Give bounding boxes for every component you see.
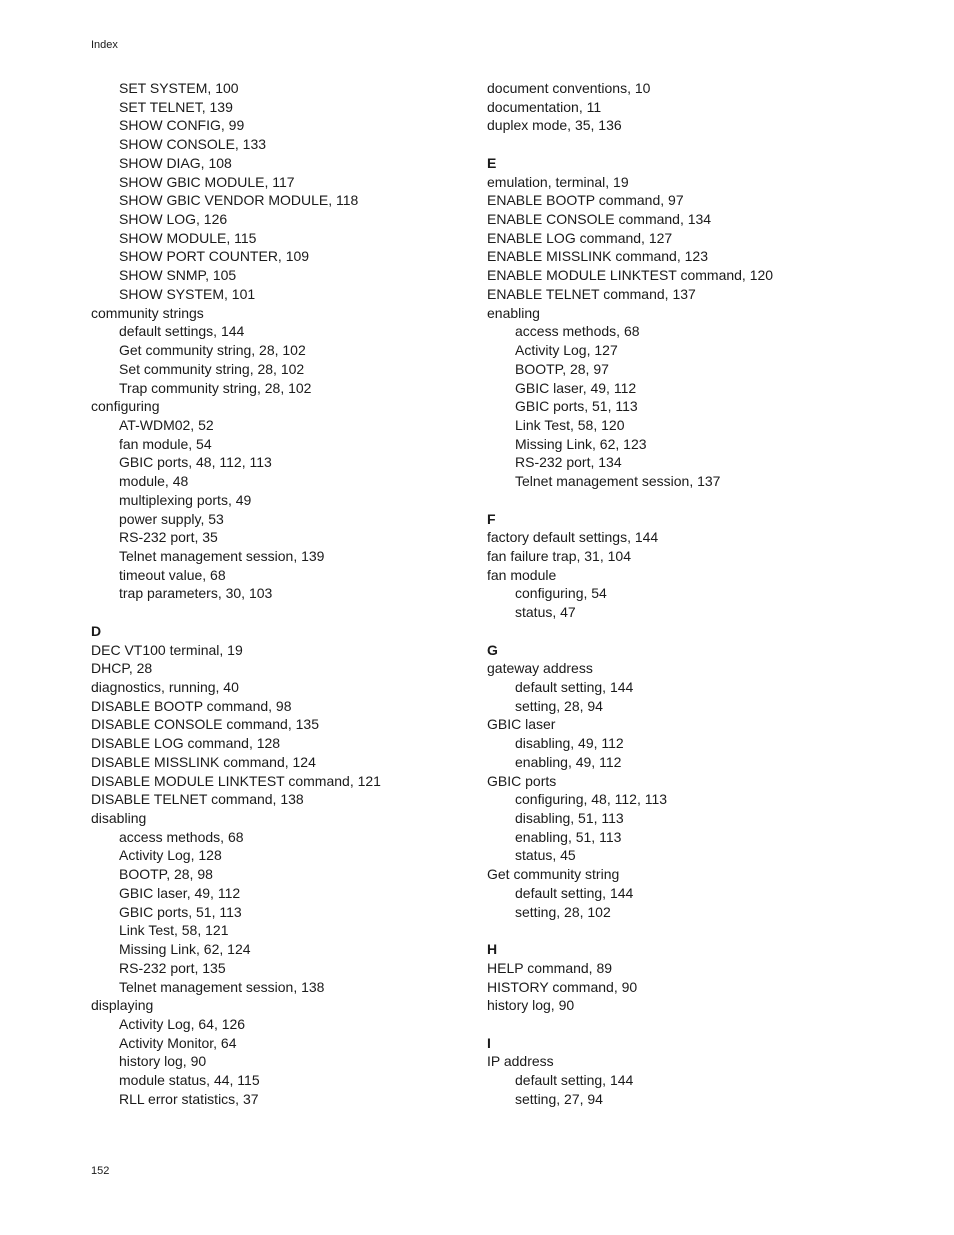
index-subentry: Activity Log, 128 (119, 847, 222, 864)
index-entry: HELP command, 89 (487, 959, 613, 976)
index-entry: diagnostics, running, 40 (91, 679, 239, 695)
index-entry: GBIC ports (487, 772, 557, 789)
index-entry: DISABLE LOG command, 128 (91, 735, 281, 752)
index-subentry: Activity Log, 127 (515, 342, 618, 359)
index-subentry: enabling, 49, 112 (515, 753, 622, 770)
index-subentry: Activity Log, 64, 126 (119, 1015, 246, 1032)
index-subentry: GBIC ports, 48, 112, 113 (119, 454, 272, 471)
index-subentry: access methods, 68 (119, 828, 244, 845)
index-subentry: configuring, 48, 112, 113 (515, 791, 668, 808)
index-subentry: configuring, 54 (515, 585, 607, 602)
index-subentry: Link Test, 58, 121 (119, 922, 229, 939)
index-subentry: default setting, 144 (515, 679, 634, 695)
index-subentry: status, 45 (515, 847, 576, 864)
index-subentry: trap parameters, 30, 103 (119, 585, 273, 602)
spacer (487, 1015, 867, 1034)
index-subentry: Link Test, 58, 120 (515, 416, 625, 433)
index-entry: DHCP, 28 (91, 660, 153, 677)
index-entry: ENABLE TELNET command, 137 (487, 285, 696, 302)
index-entry: enabling (487, 304, 540, 321)
index-subentry: SHOW LOG, 126 (119, 211, 228, 228)
index-subentry: GBIC laser, 49, 112 (119, 884, 241, 901)
spacer (487, 921, 867, 940)
index-entry: document conventions, 10 (487, 80, 651, 96)
index-subentry: GBIC ports, 51, 113 (119, 903, 242, 920)
index-subentry: setting, 27, 94 (515, 1090, 603, 1107)
index-subentry: SHOW SYSTEM, 101 (119, 285, 256, 302)
index-entry: ENABLE MODULE LINKTEST command, 120 (487, 267, 774, 284)
index-column-left (91, 79, 471, 1109)
index-subentry: default setting, 144 (515, 884, 634, 901)
index-entry: DISABLE CONSOLE command, 135 (91, 716, 319, 733)
index-entry: Get community string (487, 866, 620, 883)
index-entry: gateway address (487, 660, 593, 677)
letter-heading: E (487, 154, 497, 171)
index-subentry: RS-232 port, 135 (119, 959, 226, 976)
index-entry: emulation, terminal, 19 (487, 173, 629, 190)
index-entry: DISABLE MISSLINK command, 124 (91, 753, 316, 770)
index-entry: ENABLE MISSLINK command, 123 (487, 248, 708, 265)
index-subentry: Telnet management session, 139 (119, 547, 325, 564)
index-subentry: SHOW PORT COUNTER, 109 (119, 248, 310, 265)
index-entry: fan failure trap, 31, 104 (487, 547, 631, 564)
index-subentry: Missing Link, 62, 124 (119, 941, 251, 958)
index-entry: documentation, 11 (487, 98, 602, 115)
spacer (487, 135, 867, 154)
index-entry: HISTORY command, 90 (487, 978, 638, 995)
index-subentry: setting, 28, 94 (515, 697, 603, 714)
index-subentry: RS-232 port, 134 (515, 454, 622, 471)
index-entry: displaying (91, 997, 154, 1014)
letter-heading: G (487, 641, 498, 658)
index-subentry: status, 47 (515, 604, 576, 621)
index-subentry: GBIC ports, 51, 113 (515, 398, 638, 415)
index-subentry: BOOTP, 28, 97 (515, 360, 609, 377)
index-subentry: default settings, 144 (119, 323, 245, 340)
index-subentry: fan module, 54 (119, 435, 212, 452)
index-subentry: Telnet management session, 137 (515, 473, 721, 490)
index-subentry: SHOW MODULE, 115 (119, 229, 257, 246)
index-subentry: Missing Link, 62, 123 (515, 435, 647, 452)
letter-heading: I (487, 1034, 491, 1051)
letter-heading: F (487, 510, 496, 527)
index-subentry: module, 48 (119, 473, 189, 490)
page-number: 152 (91, 1165, 110, 1177)
index-subentry: SHOW GBIC VENDOR MODULE, 118 (119, 192, 359, 209)
index-subentry: GBIC laser, 49, 112 (515, 379, 637, 396)
index-entry: ENABLE CONSOLE command, 134 (487, 211, 712, 228)
index-subentry: power supply, 53 (119, 510, 224, 527)
index-subentry: SHOW GBIC MODULE, 117 (119, 173, 295, 190)
index-subentry: Set community string, 28, 102 (119, 360, 305, 377)
index-entry: duplex mode, 35, 136 (487, 117, 622, 134)
index-entry: configuring (91, 398, 160, 415)
index-subentry: history log, 90 (119, 1053, 207, 1070)
index-entry: DISABLE TELNET command, 138 (91, 791, 304, 808)
index-subentry: enabling, 51, 113 (515, 828, 622, 845)
index-entry: GBIC laser (487, 716, 556, 733)
index-subentry: SHOW SNMP, 105 (119, 267, 237, 284)
index-subentry: Activity Monitor, 64 (119, 1034, 237, 1051)
index-entry: disabling (91, 810, 147, 827)
spacer (487, 622, 867, 641)
index-subentry: module status, 44, 115 (119, 1072, 260, 1089)
index-subentry: RS-232 port, 35 (119, 529, 218, 546)
index-subentry: SET TELNET, 139 (119, 98, 233, 115)
index-subentry: Trap community string, 28, 102 (119, 379, 312, 396)
index-subentry: SET SYSTEM, 100 (119, 80, 239, 96)
index-subentry: BOOTP, 28, 98 (119, 866, 213, 883)
letter-heading: H (487, 941, 498, 958)
index-entry: DISABLE BOOTP command, 98 (91, 697, 292, 714)
index-subentry: disabling, 49, 112 (515, 735, 624, 752)
index-subentry: AT-WDM02, 52 (119, 416, 214, 433)
index-entry: factory default settings, 144 (487, 529, 659, 546)
running-head: Index (91, 39, 118, 51)
letter-heading: D (91, 622, 102, 639)
index-entry: IP address (487, 1053, 554, 1070)
index-subentry: SHOW CONSOLE, 133 (119, 136, 267, 153)
index-entry: history log, 90 (487, 997, 575, 1014)
index-subentry: multiplexing ports, 49 (119, 491, 252, 508)
spacer (487, 491, 867, 510)
index-entry: fan module (487, 566, 557, 583)
index-entry: DISABLE MODULE LINKTEST command, 121 (91, 772, 381, 789)
index-subentry: SHOW DIAG, 108 (119, 154, 232, 171)
index-subentry: timeout value, 68 (119, 566, 226, 583)
index-subentry: RLL error statistics, 37 (119, 1090, 259, 1107)
index-entry: community strings (91, 304, 204, 321)
index-subentry: disabling, 51, 113 (515, 810, 624, 827)
index-entry: ENABLE BOOTP command, 97 (487, 192, 684, 209)
index-subentry: access methods, 68 (515, 323, 640, 340)
index-subentry: Get community string, 28, 102 (119, 342, 306, 359)
index-entry: ENABLE LOG command, 127 (487, 229, 673, 246)
index-subentry: Telnet management session, 138 (119, 978, 325, 995)
index-subentry: default setting, 144 (515, 1072, 634, 1089)
index-subentry: SHOW CONFIG, 99 (119, 117, 245, 134)
index-entry: DEC VT100 terminal, 19 (91, 641, 243, 658)
index-column-right (487, 79, 867, 1109)
spacer (91, 603, 471, 622)
index-subentry: setting, 28, 102 (515, 903, 611, 920)
